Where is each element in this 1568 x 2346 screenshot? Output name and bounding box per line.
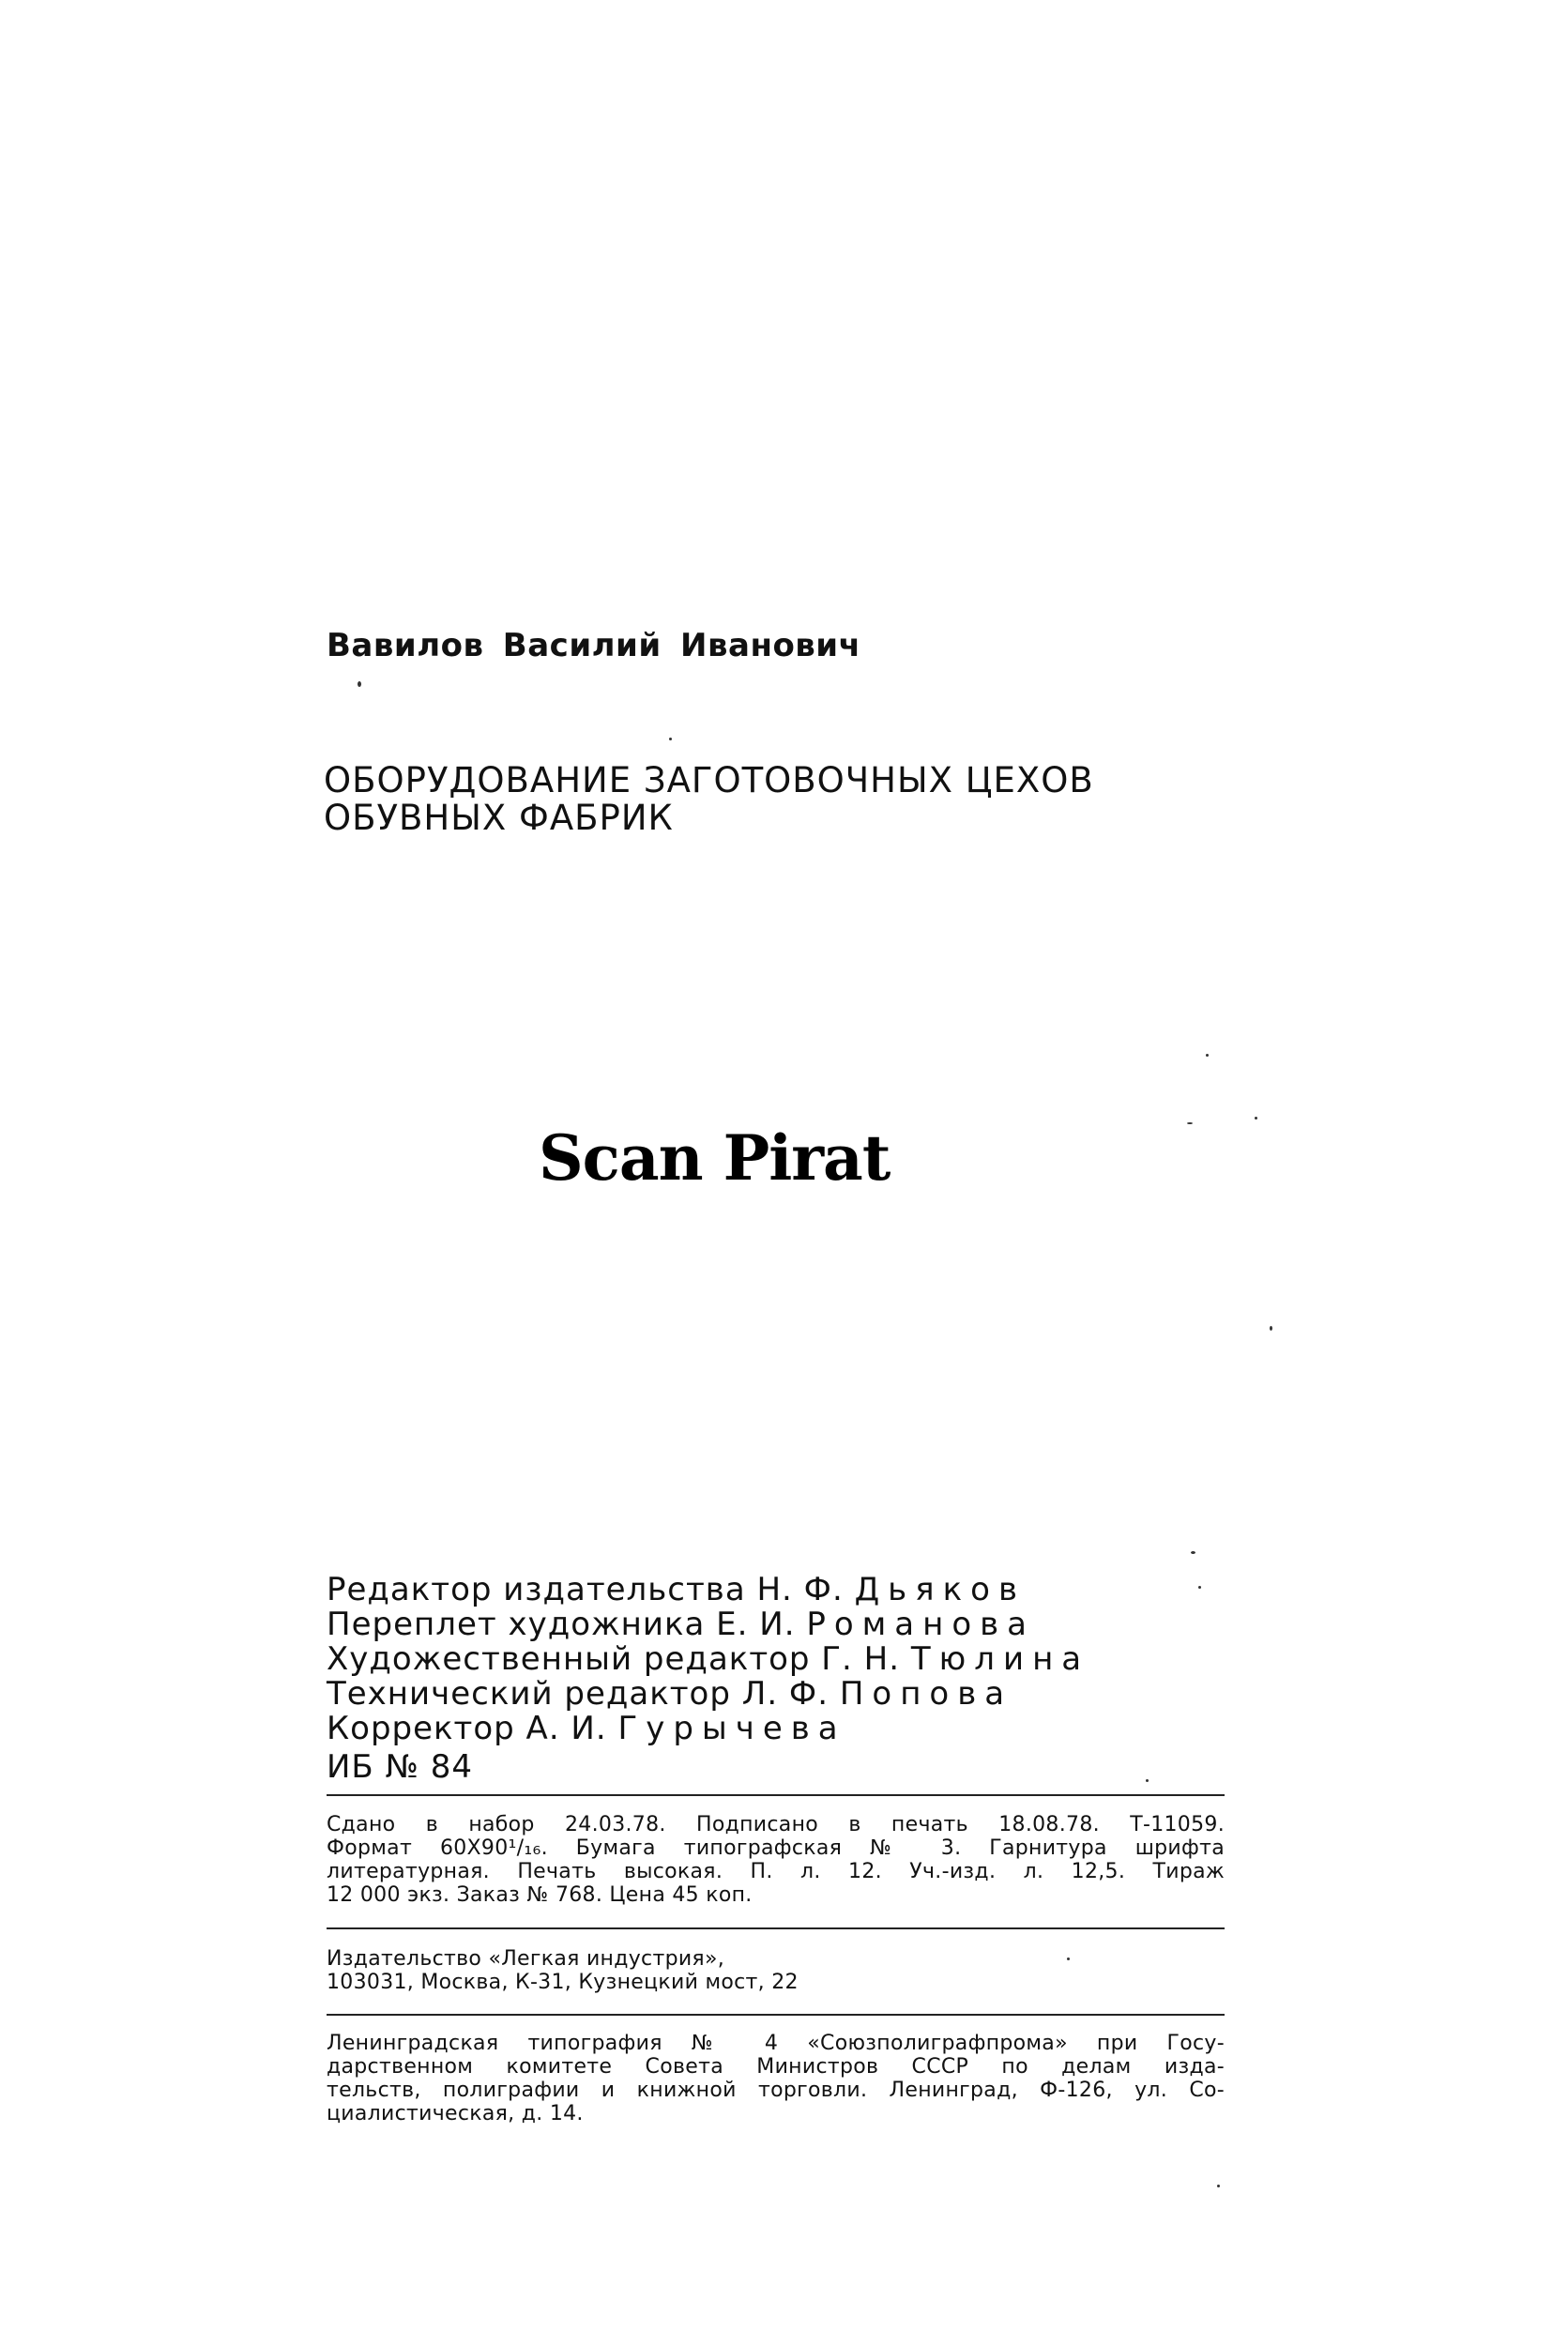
staff-role: Художественный редактор Г. Н. [327, 1640, 901, 1678]
staff-role: Корректор А. И. [327, 1710, 607, 1747]
staff-line-proofreader [327, 1711, 846, 1746]
staff-role: Переплет художника Е. И. [327, 1606, 796, 1643]
imprint-line: литературная. Печать высокая. П. л. 12. Уч.-изд. л. 12,5. Тираж [327, 1860, 1225, 1883]
scan-speck [1146, 1779, 1149, 1782]
printer-line: тельств, полиграфии и книжной торговли. Ленинград, Ф-126, ул. Со- [327, 2079, 1225, 2102]
divider [327, 2014, 1225, 2016]
scan-speck [1187, 1122, 1193, 1124]
staff-name: Романова [806, 1606, 1036, 1643]
author-name: Вавилов Василий Иванович [327, 627, 861, 664]
staff-name: Попова [839, 1675, 1013, 1713]
printer-block [327, 2032, 1225, 2125]
ib-number: ИБ № 84 [327, 1748, 473, 1786]
imprint-line: 12 000 экз. Заказ № 768. Цена 45 коп. [327, 1883, 753, 1907]
staff-line-art-editor [327, 1641, 1089, 1677]
publisher-block [327, 1947, 1225, 1994]
publisher-line: Издательство «Легкая индустрия», [327, 1947, 725, 1971]
scan-speck [1067, 1958, 1070, 1960]
staff-line-technical-editor [327, 1676, 1012, 1712]
book-title-line-2: ОБУВНЫХ ФАБРИК [324, 798, 674, 838]
imprint-line: Сдано в набор 24.03.78. Подписано в печать 18.08.78. Т-11059. [327, 1813, 1225, 1836]
scan-speck [669, 738, 672, 740]
staff-line-binding-artist [327, 1607, 1035, 1642]
scan-speck [1217, 2185, 1220, 2187]
divider [327, 1794, 1225, 1796]
staff-role: Технический редактор Л. Ф. [327, 1675, 830, 1713]
scan-speck [358, 681, 361, 687]
book-title-line-1: ОБОРУДОВАНИЕ ЗАГОТОВОЧНЫХ ЦЕХОВ [324, 760, 1094, 800]
scan-speck [1206, 1054, 1209, 1057]
scan-speck [1198, 1586, 1201, 1589]
imprint-line: Формат 60Х90¹/₁₆. Бумага типографская № 3. Гарнитура шрифта [327, 1836, 1225, 1860]
staff-name: Тюлина [910, 1640, 1090, 1678]
scan-watermark: Scan Pirat [539, 1121, 891, 1195]
scan-speck [1191, 1551, 1195, 1554]
scan-speck [1270, 1326, 1272, 1331]
staff-role: Редактор издательства Н. Ф. [327, 1571, 844, 1608]
printer-line: Ленинградская типография № 4 «Союзполиграфпрома» при Госу- [327, 2032, 1225, 2055]
printer-line: циалистическая, д. 14. [327, 2102, 584, 2125]
staff-name: Дьяков [854, 1571, 1026, 1608]
staff-name: Гурычева [617, 1710, 846, 1747]
imprint-block [327, 1813, 1225, 1907]
divider [327, 1927, 1225, 1929]
publisher-line: 103031, Москва, К-31, Кузнецкий мост, 22 [327, 1971, 799, 1994]
printer-line: дарственном комитете Совета Министров СССР по делам изда- [327, 2055, 1225, 2079]
scan-speck [1255, 1117, 1257, 1120]
staff-line-editor [327, 1572, 1026, 1607]
